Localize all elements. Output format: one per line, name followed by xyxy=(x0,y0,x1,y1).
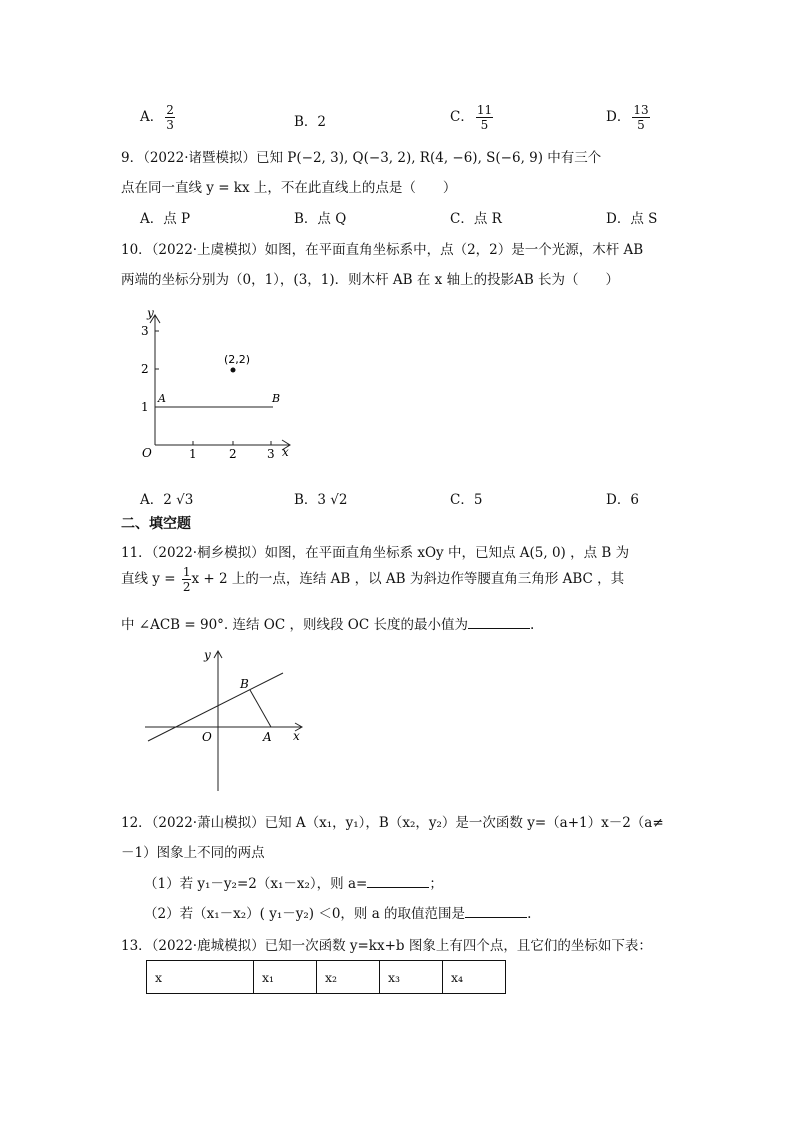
q9-stem-line1: 9．（2022·诸暨模拟）已知 P(−2, 3), Q(−3, 2), R(4, −6), S(−6, 9) 中有三个 xyxy=(121,150,602,166)
q9-option-c: C．点 R xyxy=(450,211,502,227)
q11-stem-line1: 11．（2022·桐乡模拟）如图，在平面直角坐标系 xOy 中，已知点 A(5, 0) ，点 B 为 xyxy=(121,545,630,561)
q10-coordinate-figure xyxy=(130,305,300,465)
y-tick-label-1: 1 xyxy=(141,400,149,414)
q9-option-b: B．点 Q xyxy=(294,211,347,227)
q8-option-d: D． $\frac{13}{5}$ xyxy=(606,103,649,132)
origin-label: O xyxy=(202,730,212,744)
q10-option-a: A．2 √3 xyxy=(140,492,194,508)
q13-stem-line1: 13．（2022·鹿城模拟）已知一次函数 y=kx+b 图象上有四个点，且它们的坐标如下表： xyxy=(121,938,652,954)
q11-coordinate-figure xyxy=(140,645,310,795)
x-tick-label-3: 3 xyxy=(267,447,275,461)
table-cell: x₃ xyxy=(380,961,443,994)
q9-stem-line2: 点在同一直线 y = kx 上，不在此直线上的点是（ ） xyxy=(121,180,457,196)
y-tick-label-3: 3 xyxy=(141,324,149,338)
q12-stem-line1: 12．（2022·萧山模拟）已知 A（x₁，y₁），B（x₂，y₂）是一次函数 y=（a+1）x－2（a≠ xyxy=(121,815,664,831)
q12-stem-line2: －1）图象上不同的两点 xyxy=(121,845,265,861)
q12-answer-blank-1 xyxy=(367,875,429,888)
section-heading-fill-in: 二、填空题 xyxy=(121,516,191,532)
table-cell: x₂ xyxy=(317,961,380,994)
x-tick-label-2: 2 xyxy=(229,447,237,461)
origin-label: O xyxy=(142,446,152,460)
x-axis-label: x xyxy=(293,729,300,743)
x-tick-label-1: 1 xyxy=(189,447,197,461)
y-tick-label-2: 2 xyxy=(141,362,149,376)
q10-option-d: D．6 xyxy=(606,492,639,508)
table-cell: x₁ xyxy=(254,961,317,994)
point-b-label: B xyxy=(272,392,281,405)
point-a-label: A xyxy=(263,730,272,744)
q11-stem-line3: 中 ∠ACB = 90°. 连结 OC ，则线段 OC 长度的最小值为 . xyxy=(121,617,535,633)
table-cell: x₄ xyxy=(443,961,506,994)
q12-subquestion-1: （1）若 y₁－y₂=2（x₁－x₂），则 a= ； xyxy=(144,876,443,892)
q10-stem-line1: 10．（2022·上虞模拟）如图，在平面直角坐标系中，点（2，2）是一个光源，木杆 AB xyxy=(121,242,644,258)
table-row xyxy=(147,961,506,994)
y-axis-label: y xyxy=(147,306,154,320)
x-axis-label: x xyxy=(282,445,289,459)
y-axis-label: y xyxy=(204,648,211,662)
q9-option-d: D．点 S xyxy=(606,211,658,227)
q10-stem-line2: 两端的坐标分别为（0，1），(3，1)．则木杆 AB 在 x 轴上的投影AB 长为（ ） xyxy=(121,272,620,288)
q12-subquestion-2: （2）若（x₁－x₂）( y₁－y₂) ＜0，则 a 的取值范围是 . xyxy=(144,906,532,922)
light-source-point xyxy=(231,368,236,373)
q10-option-b: B．3 √2 xyxy=(294,492,348,508)
table-cell: x xyxy=(147,961,254,994)
light-source-label: (2,2) xyxy=(224,353,251,366)
q8-option-c: C． $\frac{11}{5}$ xyxy=(450,103,493,132)
point-a-label: A xyxy=(158,392,166,405)
q13-coordinate-table xyxy=(146,960,506,994)
segment-ab xyxy=(250,690,271,727)
q8-option-b: B．2 xyxy=(294,114,327,130)
point-b-label: B xyxy=(240,677,249,691)
q11-stem-line2: 直线 y = $\frac{1}{2}$ x + 2 上的一点，连结 AB ，以 AB 为斜边作等腰直角三角形 ABC ，其 xyxy=(121,565,625,594)
q9-option-a: A．点 P xyxy=(140,211,191,227)
q12-answer-blank-2 xyxy=(465,905,527,918)
q8-option-a: A． $\frac{2}{3}$ xyxy=(140,103,174,132)
q10-option-c: C．5 xyxy=(450,492,483,508)
q11-answer-blank xyxy=(468,616,530,629)
